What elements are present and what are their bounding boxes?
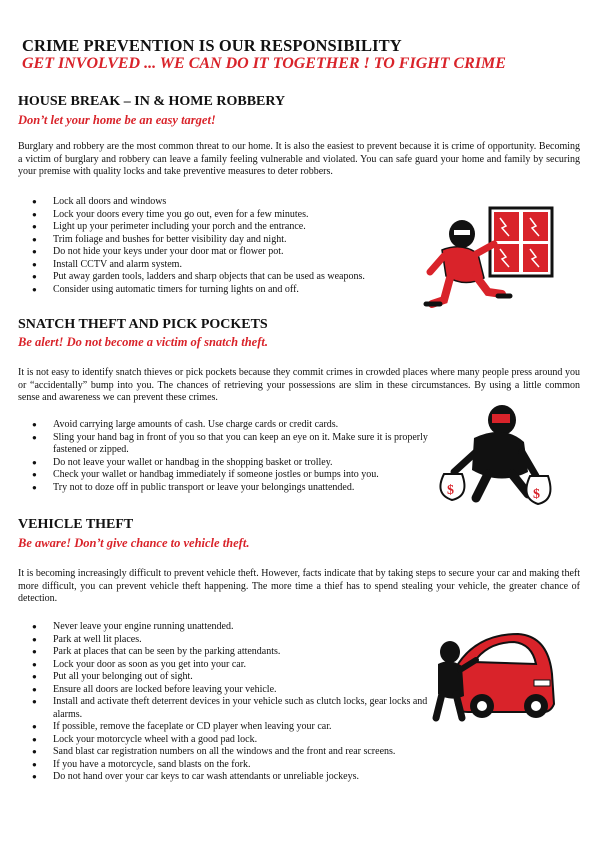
section-heading-snatch: SNATCH THEFT AND PICK POCKETS: [18, 317, 268, 332]
list-item: ● Light up your perimeter including your porch and the entrance.: [30, 221, 440, 234]
list-item: ● Lock all doors and windows: [30, 196, 440, 209]
list-item: ● Do not hide your keys under your door mat or flower pot.: [30, 246, 440, 259]
list-item: ● Never leave your engine running unattended.: [30, 621, 445, 634]
list-item: ● Lock your motorcycle wheel with a good pad lock.: [30, 734, 445, 747]
list-item: ● Sling your hand bag in front of you so that you can keep an eye on it. Make sure it is properly fastened or zipped.: [30, 432, 438, 457]
list-item: ● Install CCTV and alarm system.: [30, 259, 440, 272]
list-item: ● Do not leave your wallet or handbag in the shopping basket or trolley.: [30, 457, 438, 470]
list-item: ● Put all your belonging out of sight.: [30, 671, 445, 684]
list-item: ● Trim foliage and bushes for better visibility day and night.: [30, 234, 440, 247]
list-item: ● Consider using automatic timers for turning lights on and off.: [30, 284, 440, 297]
list-item: ● Park at well lit places.: [30, 634, 445, 647]
list-item: ● Install and activate theft deterrent devices in your vehicle such as clutch locks, gear locks and alarms.: [30, 696, 445, 721]
section-subheading-house: Don’t let your home be an easy target!: [18, 113, 216, 127]
car-thief-icon: [428, 624, 560, 730]
section-subheading-snatch: Be alert! Do not become a victim of snatch theft.: [18, 335, 268, 349]
bag-symbol-left: $: [447, 483, 454, 498]
section-subheading-vehicle: Be aware! Don’t give chance to vehicle theft.: [18, 536, 250, 550]
section-heading-house: HOUSE BREAK – IN & HOME ROBBERY: [18, 94, 286, 109]
snatch-thief-icon: [430, 398, 560, 510]
page-tagline: GET INVOLVED ... WE CAN DO IT TOGETHER ! TO FIGHT CRIME: [22, 55, 506, 72]
list-item: ● Sand blast car registration numbers on all the windows and the front and rear screens.: [30, 746, 445, 759]
bullet-list-house: [30, 196, 440, 296]
list-item: ● Avoid carrying large amounts of cash. Use charge cards or credit cards.: [30, 419, 438, 432]
list-item: ● Park at places that can be seen by the parking attendants.: [30, 646, 445, 659]
section-paragraph-vehicle: It is becoming increasingly difficult to prevent vehicle theft. However, facts indicate that by taking steps to secure your car and making theft more difficult, you can prevent vehicle theft happening. The more time a thief has to spend stealing your vehicle, the greater chance of detection.: [18, 568, 580, 604]
list-item: ● Put away garden tools, ladders and sharp objects that can be used as weapons.: [30, 271, 440, 284]
list-item: ● Lock your door as soon as you get into your car.: [30, 659, 445, 672]
section-heading-vehicle: VEHICLE THEFT: [18, 517, 134, 532]
list-item: ● Do not hand over your car keys to car wash attendants or unreliable jockeys.: [30, 771, 445, 784]
list-item: ● Lock your doors every time you go out, even for a few minutes.: [30, 209, 440, 222]
bullet-list-vehicle: [30, 621, 445, 784]
burglar-window-icon: [420, 204, 560, 314]
list-item: ● If possible, remove the faceplate or CD player when leaving your car.: [30, 721, 445, 734]
list-item: ● If you have a motorcycle, sand blasts on the fork.: [30, 759, 445, 772]
list-item: ● Ensure all doors are locked before leaving your vehicle.: [30, 684, 445, 697]
page-title: CRIME PREVENTION IS OUR RESPONSIBILITY: [22, 36, 402, 55]
bag-symbol-right: $: [533, 487, 540, 502]
section-paragraph-snatch: It is not easy to identify snatch thieves or pick pockets because they commit crimes in crowded places where many people press around you or “accidentally” bump into you. The chances of retrieving your possessions are slim in these circumstances. By using a little common sense and awareness we can prevent these crimes.: [18, 367, 580, 403]
list-item: ● Try not to doze off in public transport or leave your belongings unattended.: [30, 482, 438, 495]
section-paragraph-house: Burglary and robbery are the most common threat to our home. It is also the easiest to prevent because it is crime of opportunity. Becoming a victim of burglary and robbery can leave a family feeling vulnerable and violated. You can safe guard your home and family by securing your premise with quality locks and take preventive measures to deter robbers.: [18, 141, 580, 177]
list-item: ● Check your wallet or handbag immediately if someone jostles or bumps into you.: [30, 469, 438, 482]
bullet-list-snatch: [30, 419, 438, 494]
